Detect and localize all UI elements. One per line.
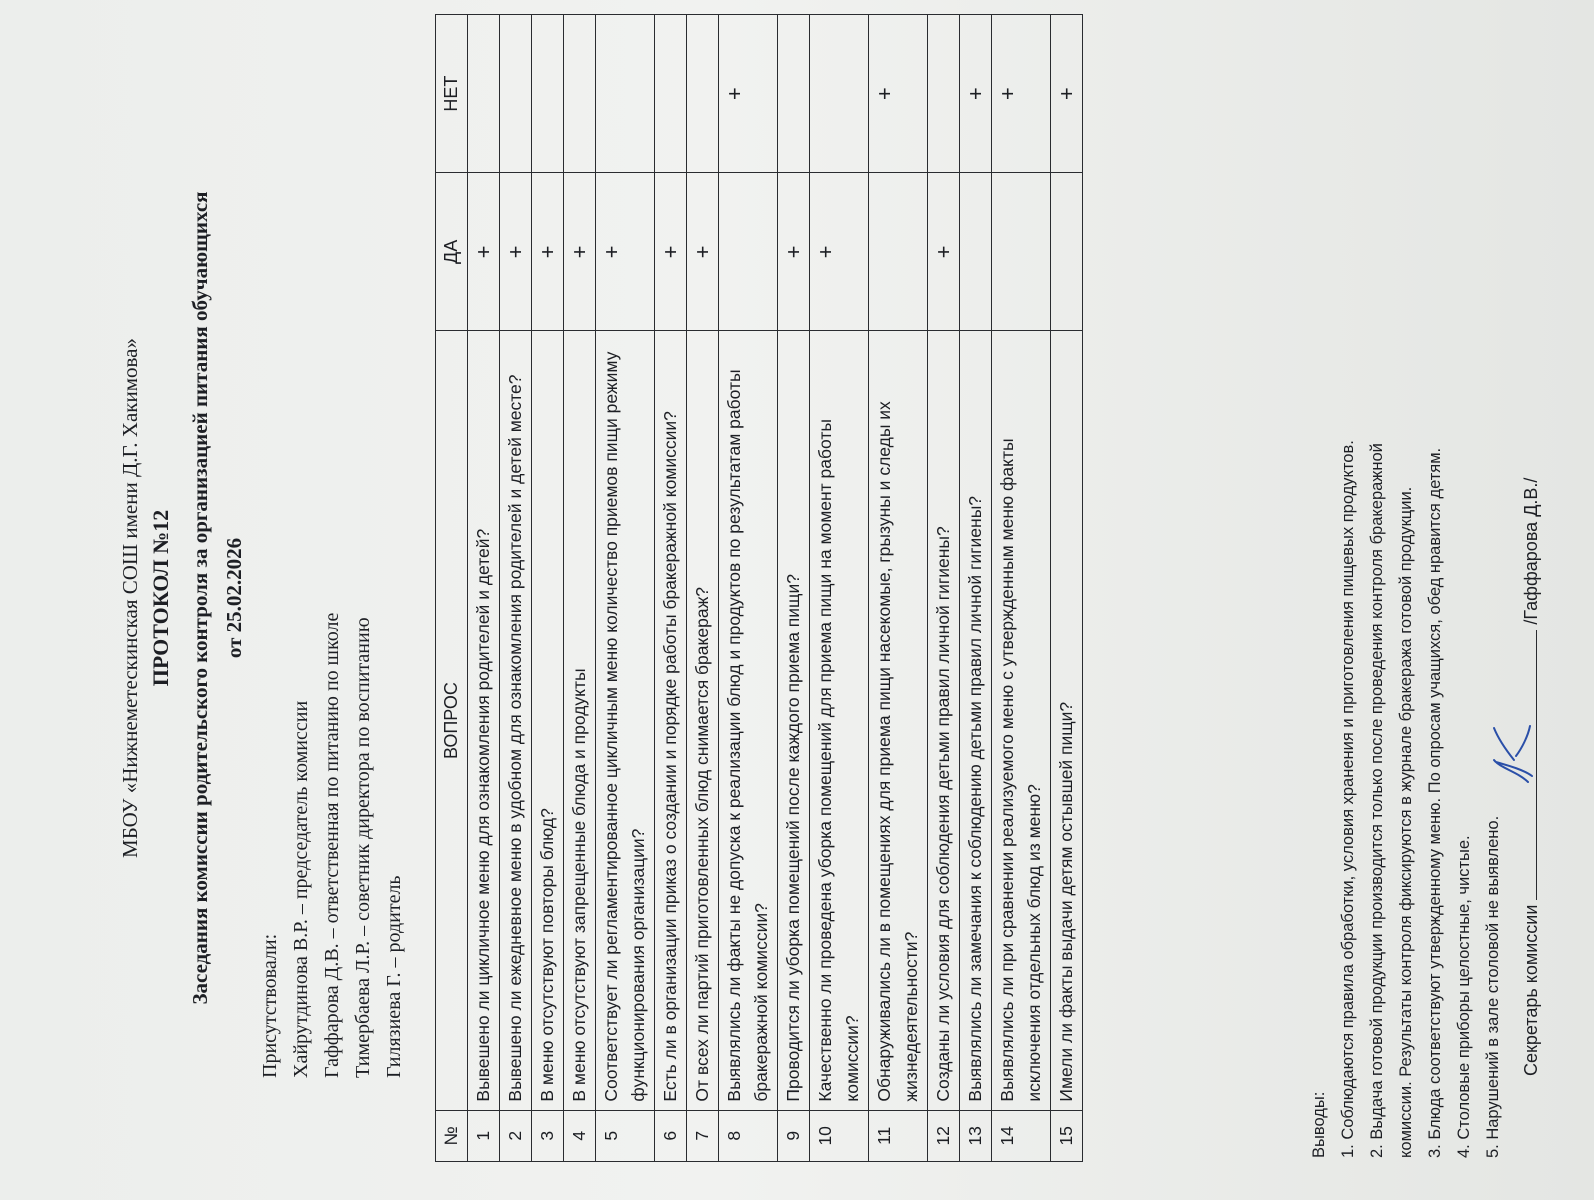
header-yes: ДА [436,173,468,331]
row-number: 2 [500,1110,532,1161]
row-number: 8 [719,1110,778,1161]
row-no-mark [778,15,810,173]
row-question: Выявлялись ли замечания к соблюдению детьми правил личной гигиены? [960,331,992,1110]
row-yes-mark [992,173,1051,331]
table-row [655,15,687,1162]
row-question: Проводится ли уборка помещений после каждого приема пищи? [778,331,810,1110]
table-row [564,15,596,1162]
row-yes-mark: + [655,173,687,331]
row-yes-mark [869,173,928,331]
row-yes-mark: + [500,173,532,331]
table-row [1051,15,1083,1162]
row-number: 3 [532,1110,564,1161]
row-yes-mark: + [778,173,810,331]
table-row [992,15,1051,1162]
row-number: 12 [928,1110,960,1161]
row-no-mark [928,15,960,173]
row-number: 1 [468,1110,500,1161]
handwritten-signature [1488,720,1538,790]
row-yes-mark: + [687,173,719,331]
conclusions-label: Выводы: [1310,1091,1328,1158]
table-row [596,15,655,1162]
header-question: ВОПРОС [436,331,468,1110]
row-no-mark: + [869,15,928,173]
row-question: Вывешено ли цикличное меню для ознакомления родителей и детей? [468,331,500,1110]
signature-line [1518,630,1537,900]
present-list [255,613,410,1078]
row-question: Выявлялись ли при сравнении реализуемого меню с утвержденным меню факты исключения отдельных блюд из меню? [992,331,1051,1110]
protocol-title: ПРОТОКОЛ №12 [148,509,173,687]
row-number: 9 [778,1110,810,1161]
row-number: 6 [655,1110,687,1161]
row-question: В меню отсутствуют запрещенные блюда и продукты [564,331,596,1110]
table-row [468,15,500,1162]
conclusions [1305,440,1508,1158]
row-number: 15 [1051,1110,1083,1161]
row-yes-mark: + [928,173,960,331]
row-number: 7 [687,1110,719,1161]
row-question: В меню отсутствуют повторы блюд? [532,331,564,1110]
protocol-subject: Заседания комиссии родительского контроля за организацией питания обучающихся [188,191,212,1005]
row-number: 4 [564,1110,596,1161]
row-question: От всех ли партий приготовленных блюд снимается бракераж? [687,331,719,1110]
present-member: Тимербаева Л.Р. – советник директора по воспитанию [352,617,374,1078]
row-yes-mark [1051,173,1083,331]
row-yes-mark [719,173,778,331]
secretary-line [1518,478,1542,1076]
conclusion-item: 3. Блюда соответствуют утвержденному меню. По опросам учащихся, обед нравится детям. [1426,447,1444,1158]
row-no-mark [532,15,564,173]
table-row [778,15,810,1162]
row-no-mark: + [960,15,992,173]
table-row [869,15,928,1162]
row-no-mark [596,15,655,173]
row-no-mark: + [719,15,778,173]
present-label: Присутствовали: [259,933,281,1078]
row-number: 13 [960,1110,992,1161]
conclusion-item: 4. Столовые приборы целостные, чистые. [1455,835,1473,1158]
table-row [810,15,869,1162]
checklist-table [435,14,1083,1162]
row-question: Соответствует ли регламентированное цикличным меню количество приемов пищи режиму функционирования организации? [596,331,655,1110]
present-member: Гилязиева Г. – родитель [383,875,405,1078]
table-row [687,15,719,1162]
conclusion-item: 5. Нарушений в зале столовой не выявлено. [1484,815,1502,1158]
row-yes-mark: + [810,173,869,331]
row-yes-mark [960,173,992,331]
row-question: Есть ли в организации приказ о создании и порядке работы бракеражной комиссии? [655,331,687,1110]
conclusion-item: комиссии. Результаты контроля фиксируются в журнале бракеража готовой продукции. [1397,486,1415,1158]
table-row [719,15,778,1162]
row-number: 5 [596,1110,655,1161]
table-row [532,15,564,1162]
row-no-mark [687,15,719,173]
row-no-mark [655,15,687,173]
row-no-mark [564,15,596,173]
table-row [500,15,532,1162]
present-member: Гаффарова Д.В. – ответственная по питанию по школе [321,612,343,1078]
row-no-mark: + [992,15,1051,173]
row-question: Имели ли факты выдачи детям остывшей пищи? [1051,331,1083,1110]
present-member: Хайрутдинова В.Р. – председатель комиссии [290,700,312,1078]
protocol-date: от 25.02.2026 [222,537,246,659]
row-yes-mark: + [564,173,596,331]
row-no-mark [500,15,532,173]
row-no-mark [468,15,500,173]
table-row [928,15,960,1162]
row-no-mark [810,15,869,173]
row-question: Обнаруживались ли в помещениях для приема пищи насекомые, грызуны и следы их жизнедеятельности? [869,331,928,1110]
table-header-row [436,15,468,1162]
row-yes-mark: + [596,173,655,331]
school-name: МБОУ «Нижнеметескинская СОШ имени Д.Г. Хакимова» [118,338,142,858]
row-number: 11 [869,1110,928,1161]
conclusion-item: 2. Выдача готовой продукции производится только после проведения контроля бракеражной [1368,443,1386,1158]
conclusion-item: 1. Соблюдаются правила обработки, условия хранения и приготовления пищевых продуктов. [1339,440,1357,1158]
row-number: 14 [992,1110,1051,1161]
document-page [0,8,1594,1188]
row-yes-mark: + [468,173,500,331]
secretary-name: /Гаффарова Д.В./ [1521,477,1541,625]
header-num: № [436,1110,468,1161]
row-question: Созданы ли условия для соблюдения детьми правил личной гигиены? [928,331,960,1110]
row-yes-mark: + [532,173,564,331]
row-question: Выявлялись ли факты не допуска к реализации блюд и продуктов по результатам работы бракеражной комиссии? [719,331,778,1110]
row-no-mark: + [1051,15,1083,173]
header-no: НЕТ [436,15,468,173]
table-row [960,15,992,1162]
row-question: Вывешено ли ежедневное меню в удобном для ознакомления родителей и детей месте? [500,331,532,1110]
secretary-label: Секретарь комиссии [1521,904,1541,1076]
row-number: 10 [810,1110,869,1161]
row-question: Качественно ли проведена уборка помещений для приема пищи на момент работы комиссии? [810,331,869,1110]
